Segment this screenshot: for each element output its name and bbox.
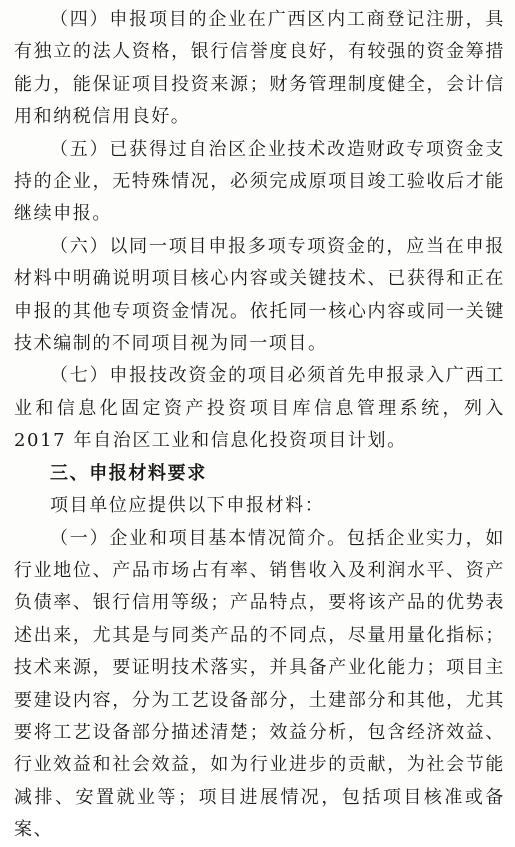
section-intro: 项目单位应提供以下申报材料：: [50, 495, 325, 517]
paragraph-requirement-7: （七）申报技改资金的项目必须首先申报录入广西工业和信息化固定资产投资项目库信息管理系统，列入 2017 年自治区工业和信息化投资项目计划。: [14, 365, 505, 452]
material-item-1: （一）企业和项目基本情况简介。包括企业实力，如行业地位、产品市场占有率、销售收入及利润水平、资产负债率、银行信用等级；产品特点，要将该产品的优势表述出来，尤其是与同类产品的不同点，尽量用量化指标；技术来源，要证明技术落实，并具备产业化能力；项目主要建设内容，分为工艺设备部分，土建部分和其他，尤其要将工艺设备部分描述清楚；效益分析，包含经济效益、行业效益和社会效益，如为行业进步的贡献，为社会节能减排、安置就业等；项目进展情况，包括项目核准或备案、: [14, 527, 505, 841]
paragraph-requirement-6: （六）以同一项目申报多项专项资金的，应当在申报材料中明确说明项目核心内容或关键技术、已获得和正在申报的其他专项资金情况。依托同一核心内容或同一关键技术编制的不同项目视为同一项目。: [14, 235, 505, 355]
section-heading: 三、申报材料要求: [50, 462, 207, 484]
paragraph-requirement-5: （五）已获得过自治区企业技术改造财政专项资金支持的企业，无特殊情况，必须完成原项目竣工验收后才能继续申报。: [14, 138, 505, 225]
paragraph-requirement-4: （四）申报项目的企业在广西区内工商登记注册，具有独立的法人资格，银行信誉度良好，有较强的资金筹措能力，能保证项目投资来源；财务管理制度健全，会计信用和纳税信用良好。: [14, 9, 505, 128]
